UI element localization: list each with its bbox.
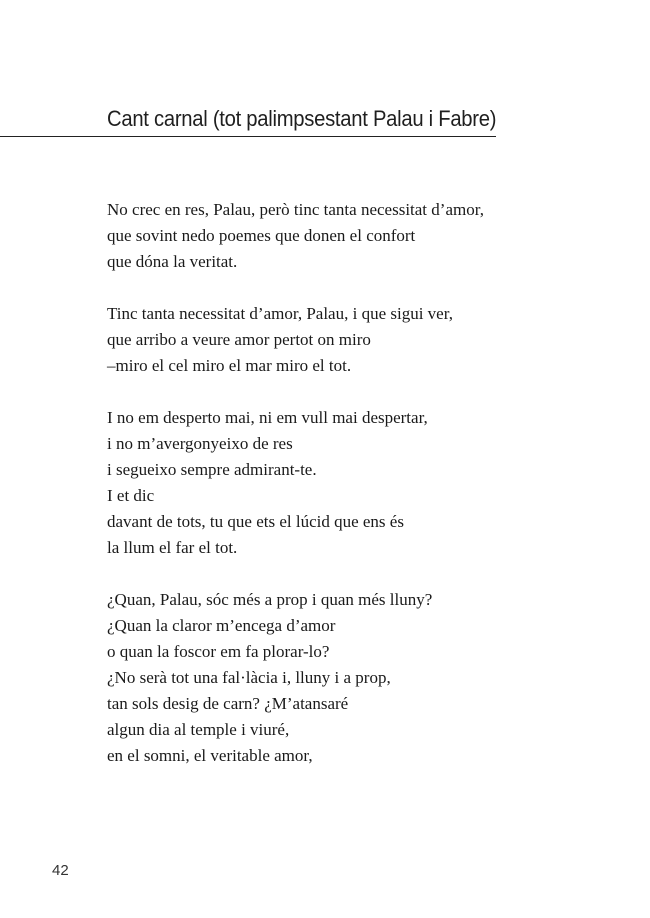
poem-line: que dóna la veritat.: [107, 252, 238, 271]
stanza-3: [107, 405, 527, 561]
poem-title: Cant carnal (tot palimpsestant Palau i Fabre): [107, 106, 497, 131]
poem-line: Tinc tanta necessitat d’amor, Palau, i que sigui ver,: [107, 304, 453, 323]
poem-line: algun dia al temple i viuré,: [107, 720, 290, 739]
poem-line: ¿Quan la claror m’encega d’amor: [107, 616, 336, 635]
poem-line: que sovint nedo poemes que donen el confort: [107, 226, 416, 245]
page-number: 42: [52, 862, 69, 879]
poem-line: i no m’avergonyeixo de res: [107, 434, 293, 453]
poem-line: i segueixo sempre admirant-te.: [107, 460, 317, 479]
poem-line: No crec en res, Palau, però tinc tanta necessitat d’amor,: [107, 200, 484, 219]
stanza-1: [107, 197, 527, 275]
poem-line: ¿No serà tot una fal·làcia i, lluny i a prop,: [107, 668, 391, 687]
title-underline: [0, 136, 496, 137]
stanza-4: [107, 587, 527, 769]
poem-line: o quan la foscor em fa plorar-lo?: [107, 642, 330, 661]
poem-line: I no em desperto mai, ni em vull mai despertar,: [107, 408, 428, 427]
poem-line: –miro el cel miro el mar miro el tot.: [107, 356, 352, 375]
poem-line: que arribo a veure amor pertot on miro: [107, 330, 371, 349]
poem-line: la llum el far el tot.: [107, 538, 238, 557]
poem-line: tan sols desig de carn? ¿M’atansaré: [107, 694, 349, 713]
poem-line: ¿Quan, Palau, sóc més a prop i quan més lluny?: [107, 590, 433, 609]
stanza-2: [107, 301, 527, 379]
poem-line: davant de tots, tu que ets el lúcid que ens és: [107, 512, 404, 531]
poem-body: [107, 197, 527, 795]
poem-line: en el somni, el veritable amor,: [107, 746, 313, 765]
poem-line: I et dic: [107, 486, 155, 505]
